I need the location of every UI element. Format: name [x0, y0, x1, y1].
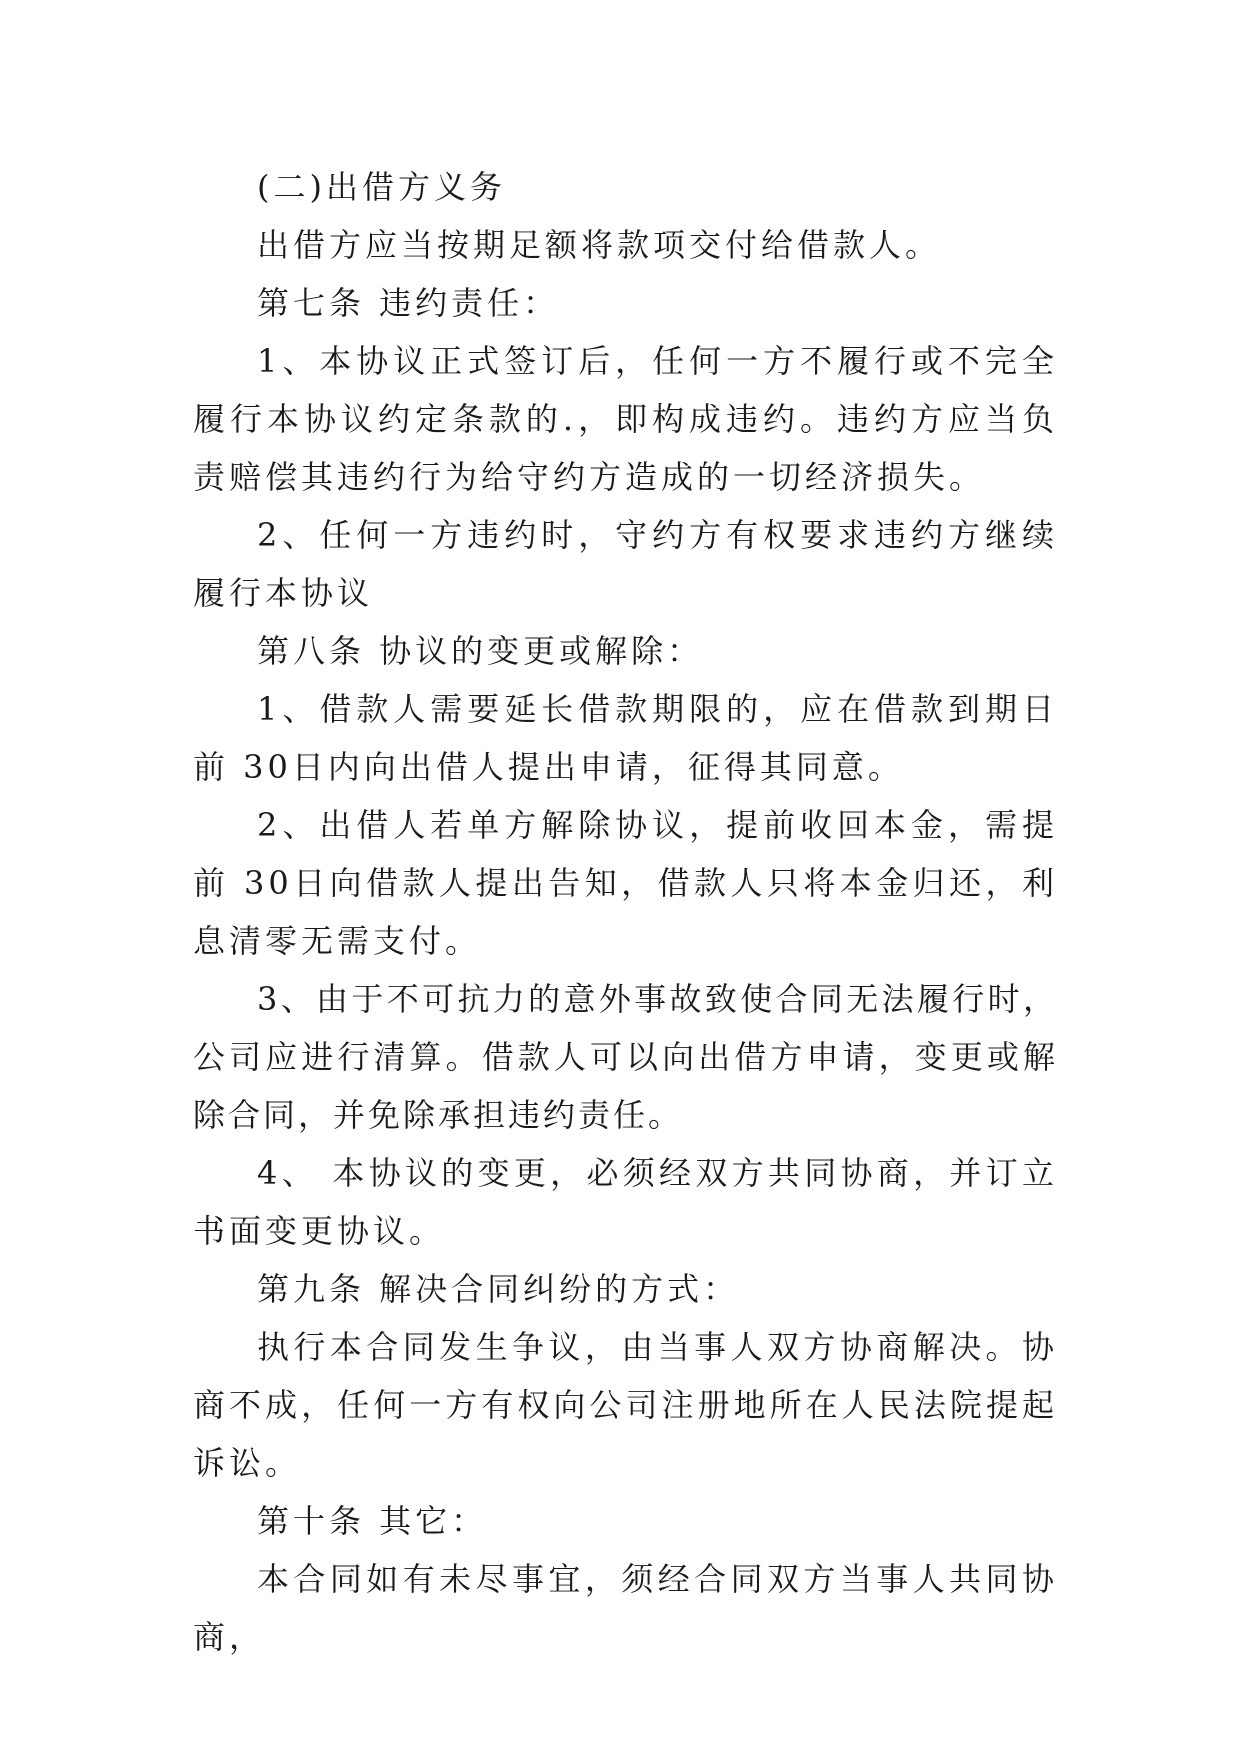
paragraph: 4、 本协议的变更，必须经双方共同协商，并订立书面变更协议。 [193, 1154, 1058, 1250]
article-heading: 第九条 解决合同纠纷的方式： [257, 1270, 740, 1308]
paragraph: 1、借款人需要延长借款期限的，应在借款到期日前 30日内向出借人提出申请，征得其同意。 [193, 690, 1058, 786]
paragraph: 2、出借人若单方解除协议，提前收回本金，需提前 30日向借款人提出告知，借款人只将本金归还，利息清零无需支付。 [193, 806, 1058, 960]
paragraph: 2、任何一方违约时，守约方有权要求违约方继续履行本协议 [193, 516, 1058, 612]
paragraph: 1、本协议正式签订后，任何一方不履行或不完全履行本协议约定条款的.，即构成违约。违约方应当负责赔偿其违约行为给守约方造成的一切经济损失。 [193, 342, 1058, 496]
article-heading: 第十条 其它： [257, 1502, 488, 1540]
document-body [193, 158, 1058, 1666]
article-heading: 第七条 违约责任： [257, 284, 560, 322]
paragraph: 出借方应当按期足额将款项交付给借款人。 [257, 226, 942, 264]
paragraph: 本合同如有未尽事宜，须经合同双方当事人共同协商， [193, 1560, 1058, 1656]
article-heading: 第八条 协议的变更或解除： [257, 632, 704, 670]
paragraph: 执行本合同发生争议，由当事人双方协商解决。协商不成，任何一方有权向公司注册地所在人民法院提起诉讼。 [193, 1328, 1058, 1482]
paragraph: (二)出借方义务 [257, 168, 506, 206]
paragraph: 3、由于不可抗力的意外事故致使合同无法履行时，公司应进行清算。借款人可以向出借方申请，变更或解除合同，并免除承担违约责任。 [193, 980, 1058, 1134]
